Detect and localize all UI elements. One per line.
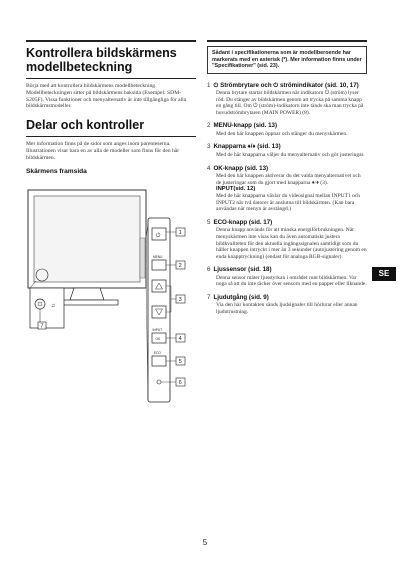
front-subheading: Skärmens framsida: [26, 167, 87, 175]
light-sensor: [157, 380, 161, 384]
monitor-front-diagram: [26, 188, 198, 408]
headphone-jack-inner: [38, 302, 42, 306]
callout-4-number: 4: [178, 336, 182, 342]
eco-button: [152, 356, 166, 366]
part-description: Denna sensor mäter ljusstyrkan i området runt bildskärmen. Var noga så att du inte täcker över sensorn med en papper eller liknande.: [216, 274, 367, 288]
part-description: Denna brytare startar bildskärmen när indikatorn ⏻ (ström) lyser röd. Du stänger av bildskärmen genom att trycka på samma knapp en gång till. Om ⏻ (ström)-indikatorn inte tänds ska man trycka på huvudströmbrytaren (MAIN POWER) (8).: [216, 90, 364, 116]
monitor-screen: [34, 196, 140, 282]
part-item-3: [207, 143, 367, 158]
part-item-6: [207, 266, 367, 288]
callout-2-number: 2: [178, 263, 182, 269]
part-description: Med den här knappen aktiverar du det valda menyalternativet och de justeringar som du gjort med knapparna ♦/♦ (3).: [216, 173, 361, 186]
part-title: Knapparna ♦/♦ (sid. 13): [213, 143, 281, 151]
headphone-panel: [30, 288, 64, 328]
side-button-strip: [140, 238, 145, 278]
eco-label: ECO: [154, 351, 161, 355]
part-title: MENU-knapp (sid. 13): [213, 122, 278, 130]
part-number: 6: [207, 266, 211, 274]
callout-6-number: 6: [178, 380, 182, 386]
asterisk-notice: Sådant i specifikationerna som är modellberoende har markerats med en asterisk (*). Mer information finns under "Specifikationer" (sid. 23).: [207, 46, 367, 74]
language-tab-se: SE: [372, 267, 396, 281]
right-column: [207, 46, 367, 322]
up-button: [152, 280, 166, 292]
part-number: 1: [207, 81, 211, 89]
part-description: Denna knapp används för att minska energiförbrukningen. När menyskärmen inte visas kan du även automatiskt justera bildkvaliteten för den aktuella ingångssignalen samtidigt som du håller knappen intryckt i mer än 3 sekunder (autojustering genom en enda knapptryckning) (endast för analoga RGB-signaler).: [216, 227, 367, 260]
heading-rule-2: [26, 136, 196, 137]
part-item-1: [207, 82, 367, 117]
top-rule-right: [207, 40, 367, 42]
part-title: ECO-knapp (sid. 17): [213, 218, 273, 226]
part-number: 7: [207, 293, 211, 301]
page-number: 5: [202, 538, 208, 547]
heading-rule: [26, 78, 196, 79]
part-number: 2: [207, 122, 211, 130]
ok-button-label: OK: [155, 337, 161, 341]
down-button: [152, 306, 166, 318]
callout-7-number: 7: [40, 323, 44, 330]
monitor-illustration: [26, 188, 198, 408]
part-item-7: [207, 294, 367, 316]
part-item-4: [207, 165, 367, 213]
part-title: Ljudutgång (sid. 9): [213, 293, 269, 301]
menu-button: [152, 260, 166, 270]
part-title: Ljussensor (sid. 18): [213, 266, 272, 274]
callout-1-number: 1: [178, 230, 182, 236]
callout-3-number: 3: [178, 297, 182, 303]
part-number: 4: [207, 164, 211, 172]
part-description-2: Med de här knapparna växlar du videosignal mellan INPUT1 och INPUT2 när två datorer är anslutna till bildskärmen. (Kan bara användas när menyn är avstängd.): [216, 193, 361, 213]
menu-label: MENU: [153, 255, 163, 259]
intro-paragraph: Börja med att kontrollera bildskärmens modellbeteckning. Modellbeteckningen sitter på bildskärmens baksida (Exempel: SDM-S205F). Vissa funktioner och menyalternativ är inte tillgängliga för alla bildskärmsmodeller.: [26, 83, 187, 110]
callout-5-number: 5: [178, 359, 182, 365]
monitor-neck: [70, 288, 104, 300]
part-number: 5: [207, 218, 211, 226]
monitor-base: [56, 300, 118, 305]
part-item-5: [207, 219, 367, 260]
parts-intro: Mer information finns på de sidor som anges inom parenteserna. Illustrationen visar bara en av alla de modeller som finns för den här bildskärmen.: [26, 141, 180, 161]
part-subtitle: INPUT(sid. 12): [216, 186, 256, 193]
part-description: Med de här knapparna väljer du menyalternativ och gör justeringar.: [216, 151, 365, 158]
input-label: INPUT: [152, 328, 163, 332]
part-title: OK-knapp (sid. 13): [213, 164, 269, 172]
left-column: [26, 46, 196, 179]
top-rule-left: [26, 40, 196, 42]
part-item-2: [207, 122, 367, 137]
part-description: Via den här kontakten sänds ljudsignaler till hörlurar eller annan ljudutrustning.: [216, 302, 358, 316]
part-description: Med den här knappen öppnar och stänger du menyskärmen.: [216, 130, 348, 137]
power-icon: ⏻: [156, 233, 161, 239]
part-number: 3: [207, 143, 211, 151]
heading-model: Kontrollera bildskärmens modellbeteckning: [26, 46, 177, 74]
heading-parts: Delar och kontroller: [26, 118, 145, 133]
headphone-icon: ♫: [51, 303, 56, 309]
part-title: ⏻ Strömbrytare och ⏻ strömindikator (sid. 10, 17): [213, 81, 359, 89]
